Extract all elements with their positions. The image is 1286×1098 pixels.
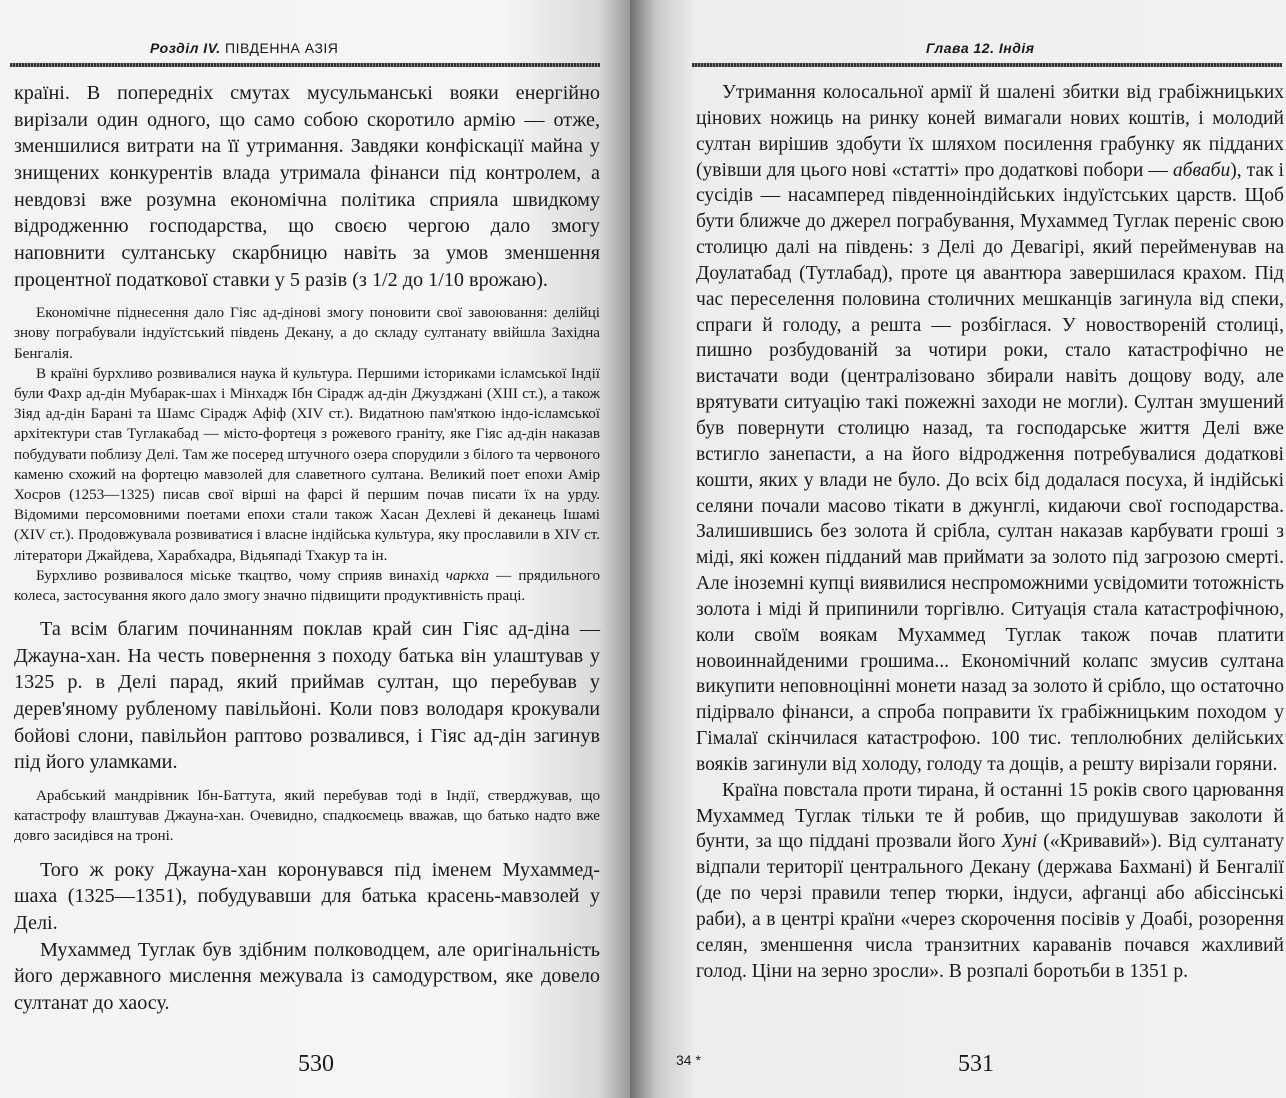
emphasis-term: чаркха bbox=[445, 567, 490, 584]
text-run: Утримання колосальної армії й шалені збитки від грабіжницьких цінових ножиць на ринку коней вимагали нових коштів, і молодий султан вирішив здобути їх шляхом посилення грабунку як підданих (увівши для цього нові «статті» про додаткові побори — bbox=[696, 82, 1284, 181]
text-run: Країна повстала проти тирана, й останні 15 років свого царювання Мухаммед Туглак тільки те й робив, що придушував заколоти й бунти, за що піддані прозвали його bbox=[696, 779, 1284, 853]
header-rule bbox=[10, 63, 600, 67]
signature-mark: 34 * bbox=[676, 1052, 701, 1068]
left-body-text bbox=[14, 80, 600, 1017]
small-paragraph: В країні бурхливо розвивалися наука й культура. Першими істориками ісламської Індії були Фахр ад-дін Мубарак-шах і Мінхадж Ібн Сірадж ад-дін Джузджані (XIII ст.), а також Зіяд ад-дін Барані та Шамс Сірадж Афіф (XIV ст.). Видатною пам'яткою індо-ісламської архітектури став Туглакабад — місто-фортеця з рожевого граніту, яке Гіяс ад-дін наказав побудувати поблизу Делі. Там же посеред штучного озера спорудили з білого та червоного каменю схожий на фортецю мавзолей для славетного султана. Великий поет епохи Амір Хосров (1253—1325) писав свої вірші на фарсі й першим почав писати їх на урду. Відомими персомовними поетами епохи стали також Хасан Дехлеві й деканець Ішамі (XIV ст.). Продовжувала розвиватися і власне індійська культура, яку прославили в XIV ст. літератори Джайдева, Харабхадра, Відьяпаді Тхакур та ін. bbox=[14, 365, 600, 564]
paragraph bbox=[696, 778, 1284, 985]
paragraph: Мухаммед Туглак був здібним полководцем, але оригінальність його державного мислення межувала із самодурством, яке довело султанат до хаосу. bbox=[14, 938, 600, 1014]
text-run: — прядильного колеса, застосування якого дало змогу значно підвищити продуктивність праці. bbox=[14, 567, 600, 604]
chapter-label: Глава 12. bbox=[926, 40, 995, 56]
paragraph bbox=[696, 80, 1284, 778]
header-rule bbox=[692, 63, 1282, 67]
paragraph: країні. В попередніх смутах мусульманські вояки енергійно вирізали один одного, що само собою скоротило армію — отже, зменшилися витрати на її утримання. Завдяки конфіскації майна у знищених конкурентів влада утримала фінанси під контролем, а невдовзі вже розумна економічна політика сприяла швидкому відродженню господарства, що своєю чергою дало змогу наповнити султанську скарбницю навіть за умов зменшення процентної податкової ставки у 5 разів (з 1/2 до 1/10 врожаю). bbox=[14, 82, 600, 291]
left-page bbox=[0, 0, 630, 1098]
text-run: («Кривавий»). Від султанату відпали території центрального Декану (держава Бахмані) й Бенгалії (де по черзі правили тепер тюрки, індуси, афганці або абіссінські раби), а в центрі країни «через скорочення посівів у Доабі, розорення селян, зменшення числа транзитних караванів почався жахливий голод. Ціни на зерно зросли». В розпалі боротьби в 1351 р. bbox=[696, 831, 1284, 982]
section-title: ПІВДЕННА АЗІЯ bbox=[225, 40, 339, 56]
emphasis-term: Хуні bbox=[1001, 831, 1038, 853]
paragraph: Того ж року Джауна-хан коронувався під іменем Мухаммед-шаха (1325—1351), побудувавши для батька красень-мавзолей у Делі. bbox=[14, 858, 600, 934]
right-body-text bbox=[696, 80, 1284, 985]
right-page bbox=[630, 0, 1286, 1098]
page-number: 530 bbox=[298, 1051, 334, 1077]
paragraph: Та всім благим починанням поклав край син Гіяс ад-діна — Джауна-хан. На честь повернення з походу батька він улаштував у 1325 р. в Делі парад, який приймав султан, що перебував у дерев'яному рубленому павільйоні. Коли повз володаря крокували бойові слони, павільйон раптово розвалився, і Гіяс ад-дін загинув під його уламками. bbox=[14, 618, 600, 774]
text-run: Бурхливо розвивалося міське ткацтво, чому сприяв винахід bbox=[36, 567, 446, 584]
small-paragraph: Економічне піднесення дало Гіяс ад-дінові змогу поновити свої завоювання: делійці знову пограбували індуїстський південь Декану, а до складу султанату ввійшла Західна Бенгалія. bbox=[14, 305, 600, 362]
text-run: ), так і сусідів — насамперед південноіндійських індуїстських царств. Щоб бути ближче до джерел пограбування, Мухаммед Туглак переніс свою столицю далі на південь: з Делі до Девагірі, який перейменував на Доулатабад (Тутлабад), проте ця авантюра завершилася крахом. Під час переселення половина столичних мешканців загинула від спеки, спраги й голоду, а решта — розбіглася. У новоствореній столиці, пишно розбудованій за чотири роки, стало катастрофічно не вистачати води (централізовано збирали навіть дощову воду, але врятувати ситуацію такі пожежні заходи не могли). Султан змушений був повернути столицю назад, та господарське життя Делі вже встигло занепасти, а на його відродження потребувалися додаткові кошти, яких у влади не було. До всіх бід додалася посуха, й індійські селяни почали масово тікати в джунглі, кидаючи свої господарства. Залишившись без золота й срібла, султан наказав карбувати гроші з міді, які кожен підданий мав приймати за золото під загрозою смерті. Але іноземні купці виявилися неспроможними усвідомити тотожність золота і міді й припинили торгівлю. Ситуація стала катастрофічною, коли своїм воякам Мухаммед Туглак також почав платити новоиннайденими грошима... Економічний колапс змусив султана викупити неповноцінні монети назад за золото й срібло, що остаточно підірвало фінанси, а спроба поправити їх грабіжницьким походом у Гімалаї скінчилася катастрофою. 100 тис. теплолюбних делійських вояків загинули від холоду, голоду та дощів, а решту вирізали горяни. bbox=[696, 159, 1284, 775]
small-paragraph: Арабський мандрівник Ібн-Баттута, який перебував тоді в Індії, стверджував, що катастрофу влаштував Джауна-хан. Очевидно, спадкоємець вважав, що батько надто вже довго засидівся на троні. bbox=[14, 788, 600, 845]
small-paragraph bbox=[14, 566, 600, 606]
page-number: 531 bbox=[958, 1051, 994, 1077]
running-header-right bbox=[926, 40, 1035, 62]
emphasis-term: абваби bbox=[1172, 159, 1231, 181]
chapter-title: Індія bbox=[998, 40, 1035, 56]
running-header-left bbox=[150, 40, 338, 62]
section-label: Розділ IV. bbox=[150, 40, 221, 56]
